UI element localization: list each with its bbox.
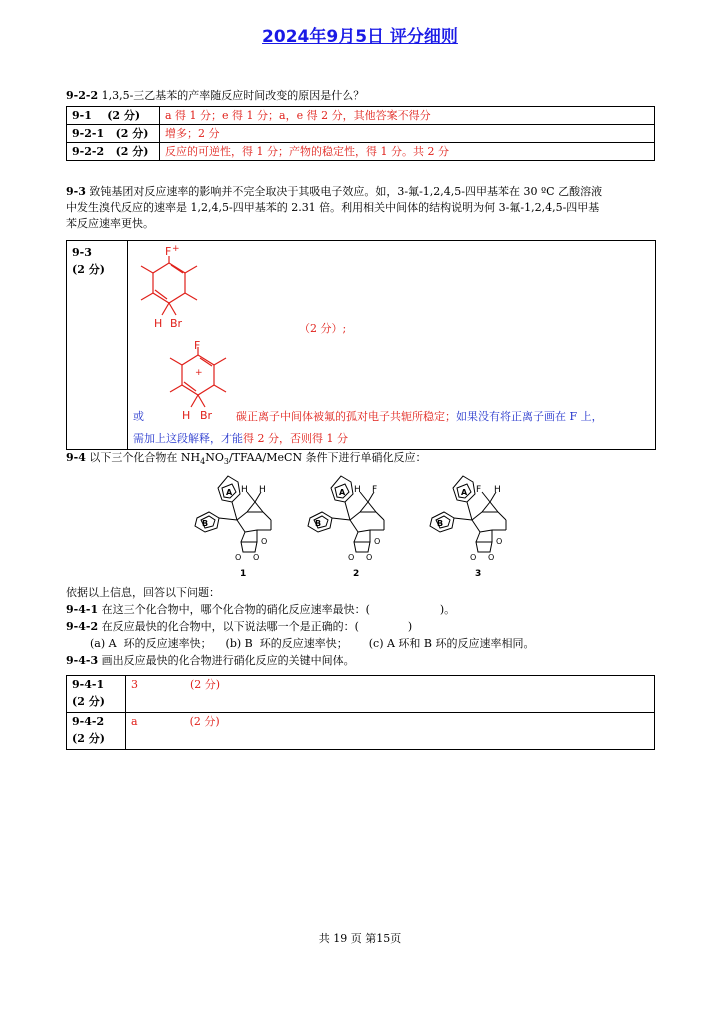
svg-text:A: A [461, 488, 468, 497]
positive-charge-label: + [172, 244, 180, 254]
answer-table-2 [66, 675, 655, 750]
bromine-label: Br [170, 317, 183, 330]
question-9-4: 9-4 以下三个化合物在 $NH_4NO_3/TFAA$/MeCN 条件下进行单硝化反应： [66, 451, 427, 467]
row-label: 9-3 (2 分) [72, 246, 105, 276]
row-label: 9-1 (2 分) [67, 107, 160, 125]
svg-text:O: O [261, 537, 268, 546]
svg-text:H: H [354, 485, 361, 495]
question-number: 9-2-2 [66, 89, 99, 102]
score-note: （2 分）; [299, 322, 347, 335]
question-number: 9-3 [66, 185, 86, 198]
svg-text:A: A [339, 488, 346, 497]
svg-text:F: F [476, 485, 482, 495]
row-answer: 反应的可逆性，得 1 分；产物的稳定性，得 1 分。共 2 分 [160, 143, 655, 161]
svg-text:F: F [372, 485, 378, 495]
question-text: 苯反应速率更快。 [66, 217, 154, 230]
answer-table-1 [66, 106, 655, 161]
row-answer: 3 (2 分) [126, 676, 655, 713]
row-label: 9-4-1 (2 分) [67, 676, 126, 713]
svg-text:B: B [315, 519, 322, 528]
bromine-label: Br [200, 409, 213, 422]
question-9-3 [66, 184, 661, 232]
question-text: 致钝基团对反应速率的影响并不完全取决于其吸电子效应。如，3-氟-1,2,4,5-四甲基苯在 30 ºC 乙酸溶液 [89, 185, 603, 198]
fluorine-label: F [194, 341, 201, 352]
svg-text:O: O [496, 537, 503, 546]
positive-charge-label: + [195, 368, 203, 378]
row-label: 9-4-2 (2 分) [67, 713, 126, 750]
row-answer: a (2 分) [126, 713, 655, 750]
svg-text:H: H [494, 485, 501, 495]
svg-text:O: O [348, 553, 355, 562]
question-text: 中发生溴代反应的速率是 1,2,4,5-四甲基苯的 2.31 倍。利用相关中间体的结构说明为何 3-氟-1,2,4,5-四甲基 [66, 201, 600, 214]
svg-text:B: B [437, 519, 444, 528]
hydrogen-label: H [182, 409, 191, 422]
table-row [67, 143, 655, 161]
hydrogen-label: H [154, 317, 163, 330]
page-title: 2024年9月5日 评分细则 [262, 27, 458, 47]
row-answer: a 得 1 分；e 得 1 分；a，e 得 2 分，其他答案不得分 [160, 107, 655, 125]
page-footer: 共 19 页 第15页 [318, 932, 402, 945]
compound-number: 3 [475, 569, 482, 579]
svg-text:H: H [241, 485, 248, 495]
row-label: 9-2-1 (2 分) [67, 125, 160, 143]
question-text: 1,3,5-三乙基苯的产率随反应时间改变的原因是什么？ [101, 89, 365, 102]
compound-2-structure [308, 476, 384, 579]
svg-text:O: O [488, 553, 495, 562]
compounds-figure [180, 468, 550, 580]
table-row [67, 676, 655, 713]
question-number: 9-4 [66, 451, 86, 464]
carbocation-structure-1 [129, 243, 209, 335]
compound-number: 2 [353, 569, 360, 579]
compound-1-structure [195, 476, 271, 579]
svg-text:O: O [374, 537, 381, 546]
svg-text:O: O [470, 553, 477, 562]
row-answer: 增多；2 分 [160, 125, 655, 143]
table-row [67, 713, 655, 750]
svg-text:O: O [366, 553, 373, 562]
svg-text:B: B [202, 519, 209, 528]
svg-text:H: H [259, 485, 266, 495]
svg-text:A: A [226, 488, 233, 497]
questions-9-4: 依据以上信息，回答以下问题： 9-4-1 在这三个化合物中，哪个化合物的硝化反应速率最快：( )。 9-4-2 在反应最快的化合物中，以下说法哪一个是正确的：( ) (a) A 环的反应速率快； (b) B 环的反应速率快； (c) A 环和 B 环的反应速率相同。 9-4-3 画出反应最快的化合物进行硝化反应的关键中间体。 [66, 586, 535, 667]
svg-text:O: O [235, 553, 242, 562]
compound-3-structure [430, 476, 506, 579]
compound-number: 1 [240, 569, 247, 579]
table-row [67, 125, 655, 143]
svg-text:O: O [253, 553, 260, 562]
fluorine-label: F [165, 245, 172, 258]
row-label: 9-2-2 (2 分) [67, 143, 160, 161]
answer-explanation: 或 碳正离子中间体被氟的孤对电子共轭所稳定；如果没有将正离子画在 F 上， 需加上这段解释，才能得 2 分，否则得 1 分 [133, 410, 603, 445]
answer-box-9-3 [66, 240, 656, 450]
question-9-2-2 [66, 88, 364, 104]
table-row [67, 107, 655, 125]
